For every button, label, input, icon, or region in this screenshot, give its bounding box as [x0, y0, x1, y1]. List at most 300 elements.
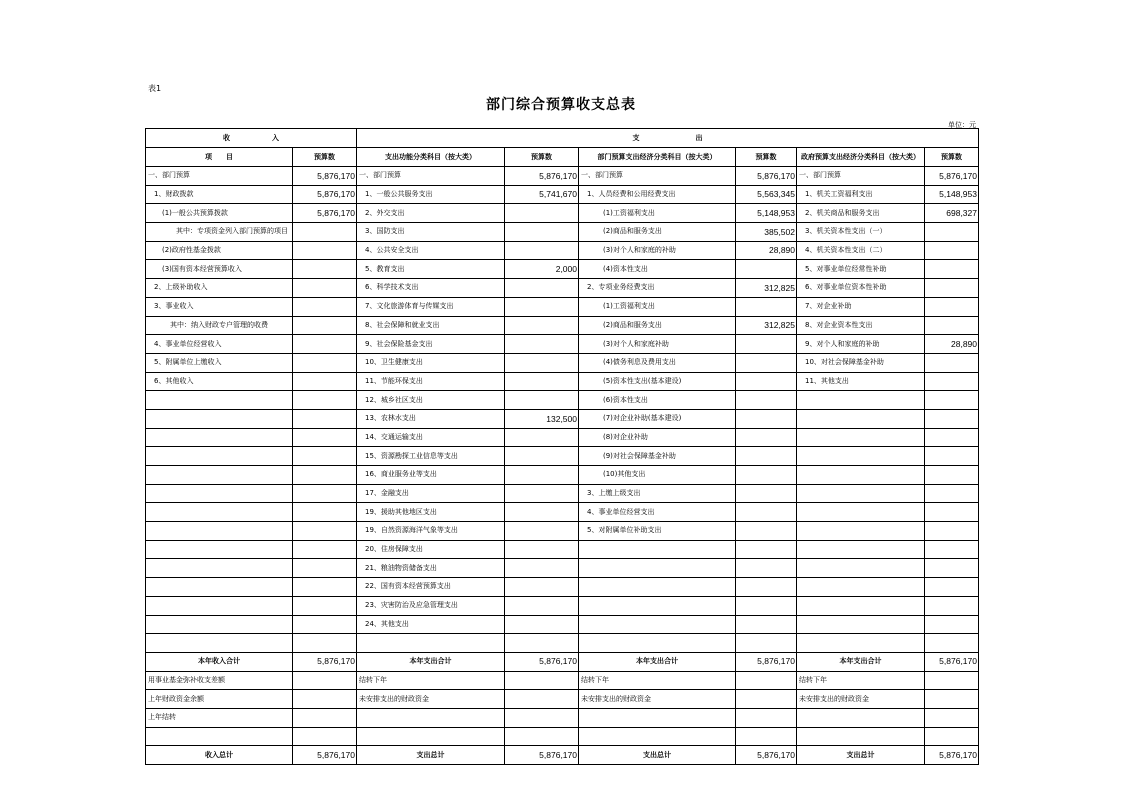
- dept-item-cell: [579, 708, 736, 727]
- income-item-cell: [146, 466, 293, 485]
- func-item-cell: 10、卫生健康支出: [357, 353, 505, 372]
- func-item-cell: 19、援助其他地区支出: [357, 503, 505, 522]
- func-item-cell: 本年支出合计: [357, 652, 505, 671]
- func-item-cell: 2、外交支出: [357, 204, 505, 223]
- dept-item-cell: [579, 596, 736, 615]
- func-item-cell: 结转下年: [357, 671, 505, 690]
- dept-item-cell: [579, 615, 736, 634]
- func-budget-cell: [505, 727, 579, 746]
- income-item-cell: (2)政府性基金拨款: [146, 241, 293, 260]
- dept-budget-cell: [736, 466, 797, 485]
- table-row: [146, 223, 979, 242]
- gov-budget-cell: [925, 372, 979, 391]
- gov-budget-cell: [925, 540, 979, 559]
- func-item-cell: [357, 634, 505, 653]
- dept-item-cell: (10)其他支出: [579, 466, 736, 485]
- gov-item-cell: 一、部门预算: [797, 167, 925, 186]
- income-item-cell: 收入总计: [146, 746, 293, 765]
- dept-budget-cell: 385,502: [736, 223, 797, 242]
- dept-item-cell: (1)工资福利支出: [579, 297, 736, 316]
- gov-item-cell: 结转下年: [797, 671, 925, 690]
- dept-item-cell: (3)对个人和家庭补助: [579, 335, 736, 354]
- income-budget-cell: [293, 260, 357, 279]
- table-row: [146, 297, 979, 316]
- table-row: [146, 708, 979, 727]
- income-budget-cell: [293, 466, 357, 485]
- col-header-budget: 预算数: [293, 148, 357, 167]
- func-item-cell: 8、社会保障和就业支出: [357, 316, 505, 335]
- income-item-cell: 4、事业单位经营收入: [146, 335, 293, 354]
- func-item-cell: 9、社会保险基金支出: [357, 335, 505, 354]
- func-item-cell: 未安排支出的财政资金: [357, 690, 505, 709]
- gov-budget-cell: [925, 596, 979, 615]
- table-number-label: 表1: [148, 84, 162, 93]
- func-budget-cell: [505, 559, 579, 578]
- gov-budget-cell: [925, 708, 979, 727]
- income-item-cell: [146, 503, 293, 522]
- gov-item-cell: 3、机关资本性支出（一）: [797, 223, 925, 242]
- income-item-cell: [146, 727, 293, 746]
- dept-item-cell: 4、事业单位经营支出: [579, 503, 736, 522]
- table-row: [146, 372, 979, 391]
- income-item-cell: 上年财政资金余额: [146, 690, 293, 709]
- gov-budget-cell: 5,876,170: [925, 167, 979, 186]
- table-row: [146, 391, 979, 410]
- table-row: [146, 596, 979, 615]
- table-row: [146, 185, 979, 204]
- func-item-cell: 1、一般公共服务支出: [357, 185, 505, 204]
- income-budget-cell: [293, 353, 357, 372]
- gov-budget-cell: [925, 634, 979, 653]
- func-item-cell: 14、交通运输支出: [357, 428, 505, 447]
- table-row: [146, 353, 979, 372]
- table-row: [146, 279, 979, 298]
- func-budget-cell: [505, 596, 579, 615]
- gov-budget-cell: [925, 447, 979, 466]
- gov-item-cell: [797, 708, 925, 727]
- func-budget-cell: [505, 671, 579, 690]
- income-budget-cell: [293, 409, 357, 428]
- income-item-cell: 6、其他收入: [146, 372, 293, 391]
- total-row: [146, 746, 979, 765]
- func-budget-cell: [505, 223, 579, 242]
- dept-budget-cell: [736, 559, 797, 578]
- dept-budget-cell: [736, 335, 797, 354]
- income-group-header: 收 入: [146, 129, 357, 148]
- gov-item-cell: [797, 559, 925, 578]
- table-row: [146, 260, 979, 279]
- dept-item-cell: 5、对附属单位补助支出: [579, 522, 736, 541]
- table-row: [146, 484, 979, 503]
- func-item-cell: 22、国有资本经营预算支出: [357, 578, 505, 597]
- dept-item-cell: (4)债务利息及费用支出: [579, 353, 736, 372]
- dept-budget-cell: 312,825: [736, 279, 797, 298]
- func-budget-cell: [505, 204, 579, 223]
- table-row: [146, 428, 979, 447]
- gov-item-cell: 8、对企业资本性支出: [797, 316, 925, 335]
- income-item-cell: [146, 447, 293, 466]
- gov-budget-cell: 5,876,170: [925, 746, 979, 765]
- gov-budget-cell: [925, 391, 979, 410]
- func-budget-cell: [505, 391, 579, 410]
- table-row: [146, 335, 979, 354]
- gov-budget-cell: [925, 559, 979, 578]
- gov-budget-cell: [925, 727, 979, 746]
- income-item-cell: [146, 559, 293, 578]
- gov-budget-cell: [925, 260, 979, 279]
- income-budget-cell: [293, 727, 357, 746]
- dept-budget-cell: [736, 671, 797, 690]
- dept-budget-cell: 5,876,170: [736, 746, 797, 765]
- func-item-cell: 23、灾害防治及应急管理支出: [357, 596, 505, 615]
- dept-budget-cell: [736, 615, 797, 634]
- gov-budget-cell: [925, 297, 979, 316]
- table-row: [146, 727, 979, 746]
- dept-item-cell: 本年支出合计: [579, 652, 736, 671]
- col-header-item: 项 目: [146, 148, 293, 167]
- income-budget-cell: [293, 447, 357, 466]
- table-row: [146, 204, 979, 223]
- dept-budget-cell: [736, 447, 797, 466]
- income-item-cell: [146, 391, 293, 410]
- gov-item-cell: [797, 466, 925, 485]
- func-item-cell: 一、部门预算: [357, 167, 505, 186]
- unit-label: 单位：元: [948, 121, 976, 129]
- func-item-cell: 21、粮油物资储备支出: [357, 559, 505, 578]
- income-item-cell: 上年结转: [146, 708, 293, 727]
- func-budget-cell: [505, 503, 579, 522]
- func-item-cell: [357, 708, 505, 727]
- table-row: [146, 540, 979, 559]
- gov-budget-cell: [925, 316, 979, 335]
- gov-budget-cell: [925, 503, 979, 522]
- func-budget-cell: 5,876,170: [505, 167, 579, 186]
- func-budget-cell: [505, 522, 579, 541]
- gov-budget-cell: [925, 484, 979, 503]
- gov-item-cell: 9、对个人和家庭的补助: [797, 335, 925, 354]
- gov-budget-cell: 698,327: [925, 204, 979, 223]
- income-item-cell: [146, 428, 293, 447]
- gov-item-cell: 未安排支出的财政资金: [797, 690, 925, 709]
- gov-item-cell: [797, 540, 925, 559]
- func-budget-cell: [505, 578, 579, 597]
- gov-item-cell: [797, 447, 925, 466]
- dept-item-cell: [579, 540, 736, 559]
- dept-budget-cell: [736, 484, 797, 503]
- func-item-cell: 5、教育支出: [357, 260, 505, 279]
- income-budget-cell: [293, 615, 357, 634]
- dept-item-cell: (2)商品和服务支出: [579, 223, 736, 242]
- gov-item-cell: 2、机关商品和服务支出: [797, 204, 925, 223]
- income-budget-cell: [293, 578, 357, 597]
- dept-budget-cell: [736, 391, 797, 410]
- table-row: [146, 634, 979, 653]
- dept-item-cell: (7)对企业补助(基本建设): [579, 409, 736, 428]
- table-row: [146, 503, 979, 522]
- dept-budget-cell: 5,563,345: [736, 185, 797, 204]
- gov-budget-cell: [925, 671, 979, 690]
- gov-item-cell: 支出总计: [797, 746, 925, 765]
- func-budget-cell: 5,876,170: [505, 652, 579, 671]
- gov-budget-cell: 28,890: [925, 335, 979, 354]
- income-item-cell: 5、附属单位上缴收入: [146, 353, 293, 372]
- income-item-cell: (1)一般公共预算拨款: [146, 204, 293, 223]
- dept-budget-cell: [736, 634, 797, 653]
- table-row: [146, 241, 979, 260]
- dept-item-cell: [579, 634, 736, 653]
- func-budget-cell: [505, 279, 579, 298]
- income-budget-cell: 5,876,170: [293, 167, 357, 186]
- income-item-cell: 3、事业收入: [146, 297, 293, 316]
- table-row: [146, 578, 979, 597]
- func-item-cell: [357, 727, 505, 746]
- dept-budget-cell: [736, 708, 797, 727]
- func-budget-cell: [505, 615, 579, 634]
- func-item-cell: 17、金融支出: [357, 484, 505, 503]
- dept-budget-cell: 28,890: [736, 241, 797, 260]
- gov-item-cell: [797, 596, 925, 615]
- gov-item-cell: [797, 578, 925, 597]
- income-budget-cell: 5,876,170: [293, 204, 357, 223]
- gov-item-cell: [797, 522, 925, 541]
- gov-budget-cell: [925, 409, 979, 428]
- dept-item-cell: (4)资本性支出: [579, 260, 736, 279]
- gov-budget-cell: [925, 241, 979, 260]
- gov-item-cell: [797, 484, 925, 503]
- table-row: [146, 671, 979, 690]
- gov-item-cell: 4、机关资本性支出（二）: [797, 241, 925, 260]
- income-budget-cell: 5,876,170: [293, 746, 357, 765]
- gov-item-cell: 本年支出合计: [797, 652, 925, 671]
- income-budget-cell: [293, 690, 357, 709]
- dept-budget-cell: [736, 409, 797, 428]
- income-budget-cell: [293, 708, 357, 727]
- func-item-cell: 7、文化旅游体育与传媒支出: [357, 297, 505, 316]
- dept-budget-cell: [736, 353, 797, 372]
- func-item-cell: 16、商业服务业等支出: [357, 466, 505, 485]
- col-header-budget: 预算数: [925, 148, 979, 167]
- dept-budget-cell: [736, 260, 797, 279]
- group-header-row: [146, 129, 979, 148]
- gov-item-cell: 5、对事业单位经常性补助: [797, 260, 925, 279]
- table-row: [146, 409, 979, 428]
- income-item-cell: 一、部门预算: [146, 167, 293, 186]
- func-item-cell: 支出总计: [357, 746, 505, 765]
- dept-budget-cell: 5,876,170: [736, 167, 797, 186]
- func-item-cell: 6、科学技术支出: [357, 279, 505, 298]
- income-item-cell: 其中：专项资金列入部门预算的项目: [146, 223, 293, 242]
- func-item-cell: 12、城乡社区支出: [357, 391, 505, 410]
- gov-item-cell: [797, 428, 925, 447]
- func-budget-cell: [505, 540, 579, 559]
- func-item-cell: 4、公共安全支出: [357, 241, 505, 260]
- table-row: [146, 316, 979, 335]
- dept-item-cell: [579, 727, 736, 746]
- dept-item-cell: [579, 578, 736, 597]
- gov-budget-cell: [925, 353, 979, 372]
- col-header-budget: 预算数: [736, 148, 797, 167]
- dept-item-cell: [579, 559, 736, 578]
- gov-budget-cell: [925, 690, 979, 709]
- func-budget-cell: [505, 241, 579, 260]
- page-title: 部门综合预算收支总表: [486, 97, 636, 113]
- col-header-dept-economic: 部门预算支出经济分类科目（按大类）: [579, 148, 736, 167]
- dept-item-cell: (8)对企业补助: [579, 428, 736, 447]
- dept-budget-cell: [736, 540, 797, 559]
- income-budget-cell: 5,876,170: [293, 185, 357, 204]
- gov-budget-cell: 5,876,170: [925, 652, 979, 671]
- dept-budget-cell: 312,825: [736, 316, 797, 335]
- table-row: [146, 167, 979, 186]
- gov-budget-cell: [925, 428, 979, 447]
- income-item-cell: [146, 596, 293, 615]
- dept-item-cell: 3、上缴上级支出: [579, 484, 736, 503]
- income-budget-cell: [293, 428, 357, 447]
- dept-item-cell: (3)对个人和家庭的补助: [579, 241, 736, 260]
- table-row: [146, 447, 979, 466]
- dept-item-cell: 一、部门预算: [579, 167, 736, 186]
- dept-budget-cell: [736, 727, 797, 746]
- income-item-cell: 用事业基金弥补收支差额: [146, 671, 293, 690]
- income-budget-cell: [293, 634, 357, 653]
- dept-budget-cell: [736, 297, 797, 316]
- gov-budget-cell: [925, 522, 979, 541]
- dept-budget-cell: [736, 522, 797, 541]
- income-budget-cell: [293, 241, 357, 260]
- gov-item-cell: 10、对社会保障基金补助: [797, 353, 925, 372]
- gov-item-cell: [797, 503, 925, 522]
- func-budget-cell: [505, 353, 579, 372]
- income-budget-cell: [293, 559, 357, 578]
- dept-budget-cell: [736, 428, 797, 447]
- func-item-cell: 20、住房保障支出: [357, 540, 505, 559]
- income-budget-cell: 5,876,170: [293, 652, 357, 671]
- income-item-cell: 其中：纳入财政专户管理的收费: [146, 316, 293, 335]
- func-budget-cell: [505, 690, 579, 709]
- gov-item-cell: 11、其他支出: [797, 372, 925, 391]
- func-item-cell: 11、节能环保支出: [357, 372, 505, 391]
- gov-budget-cell: [925, 279, 979, 298]
- gov-item-cell: 7、对企业补助: [797, 297, 925, 316]
- income-item-cell: 本年收入合计: [146, 652, 293, 671]
- income-budget-cell: [293, 484, 357, 503]
- func-budget-cell: 2,000: [505, 260, 579, 279]
- dept-item-cell: (5)资本性支出(基本建设): [579, 372, 736, 391]
- gov-item-cell: 1、机关工资福利支出: [797, 185, 925, 204]
- dept-item-cell: 结转下年: [579, 671, 736, 690]
- dept-item-cell: 2、专项业务经费支出: [579, 279, 736, 298]
- income-item-cell: [146, 540, 293, 559]
- dept-budget-cell: [736, 596, 797, 615]
- func-budget-cell: 132,500: [505, 409, 579, 428]
- func-budget-cell: [505, 466, 579, 485]
- gov-item-cell: [797, 727, 925, 746]
- income-item-cell: 1、财政拨款: [146, 185, 293, 204]
- func-item-cell: 19、自然资源海洋气象等支出: [357, 522, 505, 541]
- budget-summary-table: [145, 128, 979, 765]
- dept-item-cell: (1)工资福利支出: [579, 204, 736, 223]
- col-header-budget: 预算数: [505, 148, 579, 167]
- income-item-cell: [146, 634, 293, 653]
- table-row: [146, 615, 979, 634]
- func-budget-cell: 5,876,170: [505, 746, 579, 765]
- income-item-cell: [146, 578, 293, 597]
- income-budget-cell: [293, 316, 357, 335]
- func-budget-cell: [505, 335, 579, 354]
- func-budget-cell: [505, 634, 579, 653]
- gov-item-cell: [797, 615, 925, 634]
- gov-budget-cell: [925, 578, 979, 597]
- gov-item-cell: [797, 634, 925, 653]
- income-item-cell: 2、上级补助收入: [146, 279, 293, 298]
- func-budget-cell: [505, 708, 579, 727]
- dept-budget-cell: [736, 372, 797, 391]
- table-row: [146, 559, 979, 578]
- table-row: [146, 690, 979, 709]
- income-budget-cell: [293, 372, 357, 391]
- func-budget-cell: 5,741,670: [505, 185, 579, 204]
- dept-budget-cell: 5,876,170: [736, 652, 797, 671]
- income-budget-cell: [293, 297, 357, 316]
- dept-item-cell: (2)商品和服务支出: [579, 316, 736, 335]
- gov-budget-cell: 5,148,953: [925, 185, 979, 204]
- income-item-cell: [146, 522, 293, 541]
- table-row: [146, 466, 979, 485]
- gov-budget-cell: [925, 615, 979, 634]
- dept-item-cell: 1、人员经费和公用经费支出: [579, 185, 736, 204]
- table-row: [146, 522, 979, 541]
- income-budget-cell: [293, 503, 357, 522]
- dept-budget-cell: [736, 690, 797, 709]
- income-budget-cell: [293, 540, 357, 559]
- income-item-cell: (3)国有资本经营预算收入: [146, 260, 293, 279]
- col-header-functional: 支出功能分类科目（按大类）: [357, 148, 505, 167]
- income-budget-cell: [293, 671, 357, 690]
- dept-budget-cell: 5,148,953: [736, 204, 797, 223]
- gov-budget-cell: [925, 223, 979, 242]
- func-budget-cell: [505, 428, 579, 447]
- income-item-cell: [146, 484, 293, 503]
- income-budget-cell: [293, 335, 357, 354]
- func-item-cell: 13、农林水支出: [357, 409, 505, 428]
- income-item-cell: [146, 615, 293, 634]
- dept-item-cell: 未安排支出的财政资金: [579, 690, 736, 709]
- func-budget-cell: [505, 372, 579, 391]
- func-budget-cell: [505, 297, 579, 316]
- func-budget-cell: [505, 447, 579, 466]
- income-budget-cell: [293, 223, 357, 242]
- dept-item-cell: (6)资本性支出: [579, 391, 736, 410]
- expense-group-header: 支 出: [357, 129, 979, 148]
- func-item-cell: 15、资源勘探工业信息等支出: [357, 447, 505, 466]
- dept-item-cell: (9)对社会保障基金补助: [579, 447, 736, 466]
- func-budget-cell: [505, 484, 579, 503]
- dept-budget-cell: [736, 578, 797, 597]
- gov-item-cell: 6、对事业单位资本性补助: [797, 279, 925, 298]
- col-header-gov-economic: 政府预算支出经济分类科目（按大类）: [797, 148, 925, 167]
- dept-budget-cell: [736, 503, 797, 522]
- income-budget-cell: [293, 522, 357, 541]
- gov-item-cell: [797, 391, 925, 410]
- income-item-cell: [146, 409, 293, 428]
- total-row: [146, 652, 979, 671]
- dept-item-cell: 支出总计: [579, 746, 736, 765]
- func-budget-cell: [505, 316, 579, 335]
- gov-item-cell: [797, 409, 925, 428]
- income-budget-cell: [293, 596, 357, 615]
- column-header-row: [146, 148, 979, 167]
- gov-budget-cell: [925, 466, 979, 485]
